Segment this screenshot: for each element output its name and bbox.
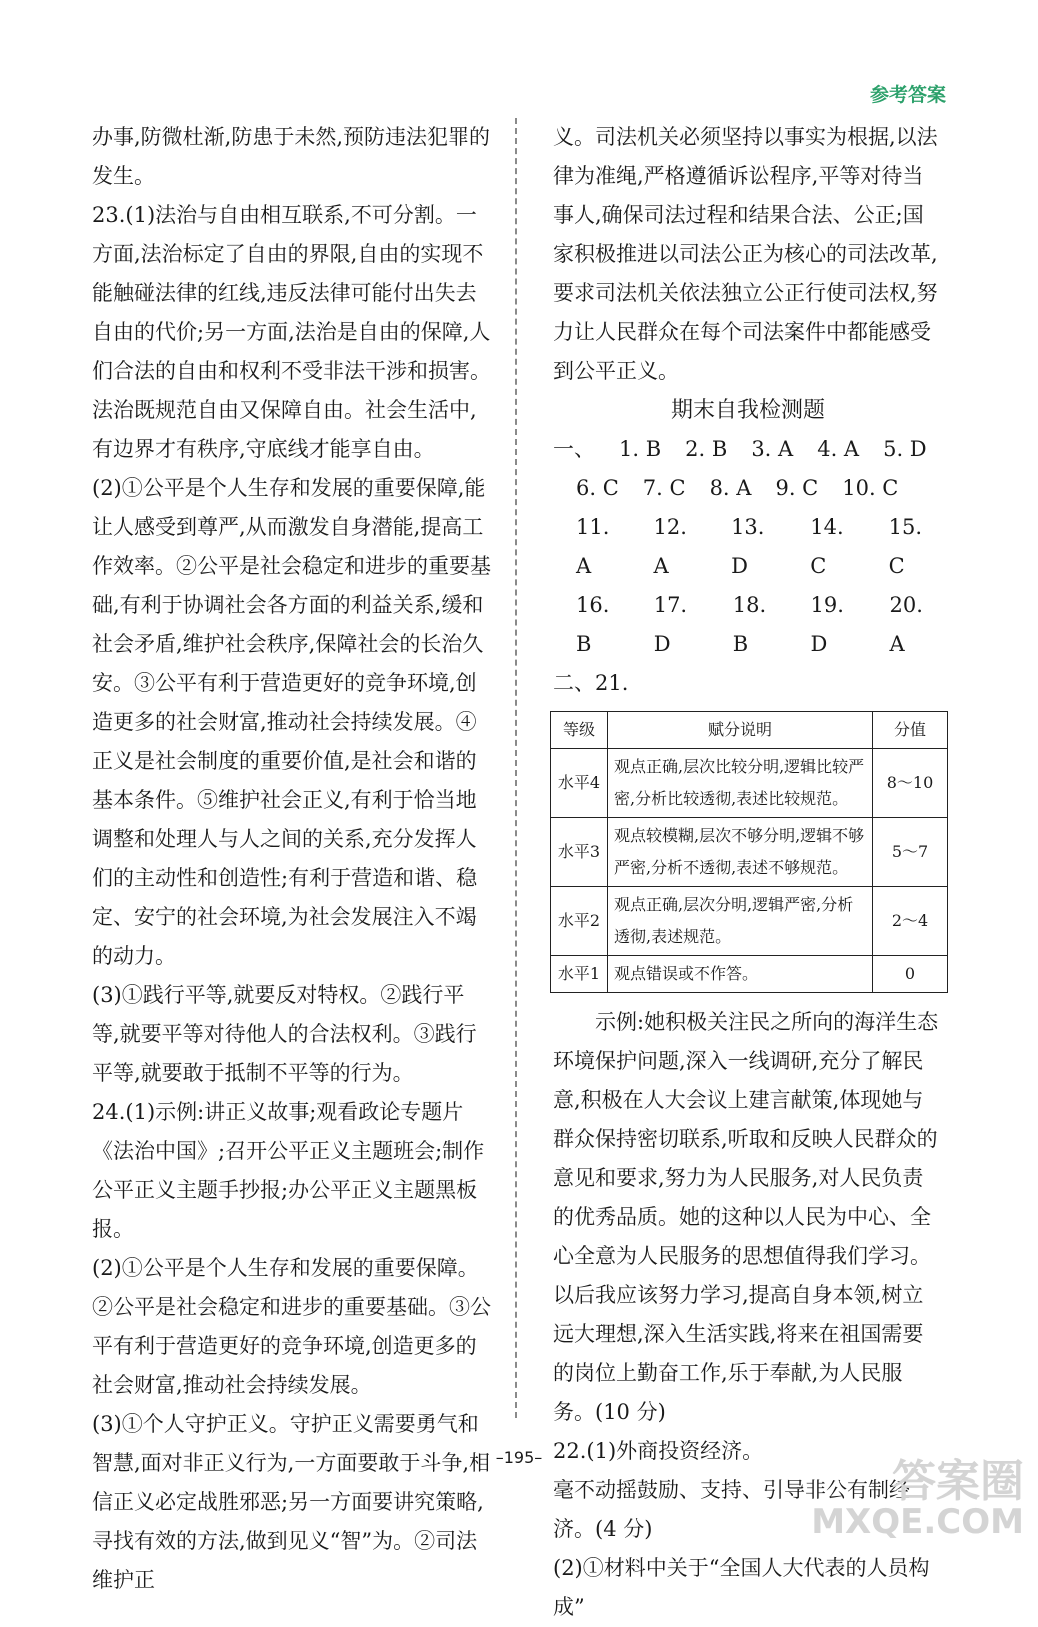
mc-answer: 1. B	[619, 437, 662, 461]
level-cell: 水平3	[551, 818, 608, 887]
mc-answer: 6. C	[576, 476, 619, 500]
table-row	[551, 818, 948, 887]
score-cell: 5～7	[873, 818, 948, 887]
description-cell: 观点错误或不作答。	[608, 956, 873, 993]
mc-answer: 12. A	[653, 515, 687, 578]
left-column	[92, 118, 492, 1600]
watermark-text: 答案圈	[892, 1456, 1024, 1507]
score-cell: 8～10	[873, 749, 948, 818]
table-row	[551, 956, 948, 993]
column-divider	[515, 118, 517, 1418]
description-cell: 观点较模糊,层次不够分明,逻辑不够严密,分析不透彻,表述不够规范。	[608, 818, 873, 887]
description-cell: 观点正确,层次比较分明,逻辑比较严密,分析比较透彻,表述比较规范。	[608, 749, 873, 818]
paragraph: 示例:她积极关注民之所向的海洋生态环境保护问题,深入一线调研,充分了解民意,积极在人大会议上建言献策,体现她与群众保持密切联系,听取和反映人民群众的意见和要求,努力为人民服务,对人民负责的优秀品质。她的这种以人民为中心、全心全意为人民服务的思想值得我们学习。以后我应该努力学习,提高自身本领,树立远大理想,深入生活实践,将来在祖国需要的岗位上勤奋工作,乐于奉献,为人民服务。(10 分)	[553, 1010, 939, 1424]
column-header: 赋分说明	[608, 712, 873, 749]
mc-answer: 18. B	[732, 593, 767, 656]
paragraph: (3)①践行平等,就要反对特权。②践行平等,就要平等对待他人的合法权利。③践行平等,就要敢于抵制不平等的行为。	[92, 983, 477, 1085]
mc-answer: 13. D	[731, 515, 765, 578]
mc-answer: 3. A	[751, 437, 794, 461]
table-row	[551, 749, 948, 818]
mc-answer: 9. C	[775, 476, 819, 500]
mc-answer: 20. A	[889, 593, 923, 656]
paragraph: (2)①材料中关于“全国人大代表的人员构成”	[553, 1556, 930, 1619]
mc-answer: 14. C	[810, 515, 844, 578]
paragraph: 毫不动摇鼓励、支持、引导非公有制经济。(4 分)	[553, 1478, 910, 1541]
table-row	[551, 887, 948, 956]
mc-answer: 10. C	[842, 476, 899, 500]
paragraph: (3)①个人守护正义。守护正义需要勇气和智慧,面对非正义行为,一方面要敢于斗争,相信正义必定战胜邪恶;另一方面要讲究策略,寻找有效的方法,做到见义“智”为。②司法维护正	[92, 1412, 491, 1592]
level-cell: 水平1	[551, 956, 608, 993]
level-cell: 水平2	[551, 887, 608, 956]
mc-row	[553, 586, 943, 664]
paragraph: (2)①公平是个人生存和发展的重要保障。②公平是社会稳定和进步的重要基础。③公平有利于营造更好的竞争环境,创造更多的社会财富,推动社会持续发展。	[92, 1256, 491, 1397]
watermark-logo	[811, 1456, 1024, 1542]
header-tag: 参考答案	[869, 84, 946, 106]
right-column	[553, 118, 943, 1627]
mc-row	[553, 430, 943, 469]
paragraph: 24.(1)示例:讲正义故事;观看政论专题片《法治中国》;召开公平正义主题班会;制作公平正义主题手抄报;办公平正义主题黑板报。	[92, 1100, 485, 1241]
mc-answer: 5. D	[883, 437, 927, 461]
mc-answer: 7. C	[642, 476, 686, 500]
mc-answer: 4. A	[817, 437, 860, 461]
mc-answer: 2. B	[685, 437, 728, 461]
level-cell: 水平4	[551, 749, 608, 818]
column-header: 等级	[551, 712, 608, 749]
mc-answer: 11. A	[576, 515, 610, 578]
mc-row	[553, 469, 943, 508]
paragraph: 23.(1)法治与自由相互联系,不可分割。一方面,法治标定了自由的界限,自由的实现不能触碰法律的红线,违反法律可能付出失去自由的代价;另一方面,法治是自由的保障,人们合法的自由和权利不受非法干涉和损害。法治既规范自由又保障自由。社会生活中,有边界才有秩序,守底线才能享自由。	[92, 203, 491, 461]
mc-answer: 8. A	[709, 476, 752, 500]
mc-answer: 19. D	[810, 593, 844, 656]
mc-row	[553, 508, 943, 586]
paragraph: 义。司法机关必须坚持以事实为根据,以法律为准绳,严格遵循诉讼程序,平等对待当事人,确保司法过程和结果合法、公正;国家积极推进以司法公正为核心的司法改革,要求司法机关依法独立公正行使司法权,努力让人民群众在每个司法案件中都能感受到公平正义。	[553, 125, 938, 383]
watermark-url: MXQE.COM	[811, 1502, 1024, 1542]
mc-prefix: 一、	[553, 437, 595, 461]
score-cell: 2～4	[873, 887, 948, 956]
question-label: 二、21.	[553, 671, 629, 695]
paragraph: 22.(1)外商投资经济。	[553, 1439, 764, 1463]
page-number: –195–	[495, 1448, 543, 1467]
description-cell: 观点正确,层次分明,逻辑严密,分析透彻,表述规范。	[608, 887, 873, 956]
column-header: 分值	[873, 712, 948, 749]
table-header-row	[551, 712, 948, 749]
mc-answer: 16. B	[576, 593, 610, 656]
section-title: 期末自我检测题	[670, 398, 825, 423]
paragraph: 办事,防微杜渐,防患于未然,预防违法犯罪的发生。	[92, 125, 491, 188]
rubric-table	[550, 711, 948, 993]
mc-answer: 17. D	[653, 593, 688, 656]
paragraph: (2)①公平是个人生存和发展的重要保障,能让人感受到尊严,从而激发自身潜能,提高工作效率。②公平是社会稳定和进步的重要基础,有利于协调社会各方面的利益关系,缓和社会矛盾,维护社会秩序,保障社会的长治久安。③公平有利于营造更好的竞争环境,创造更多的社会财富,推动社会持续发展。④正义是社会制度的重要价值,是社会和谐的基本条件。⑤维护社会正义,有利于恰当地调整和处理人与人之间的关系,充分发挥人们的主动性和创造性;有利于营造和谐、稳定、安宁的社会环境,为社会发展注入不竭的动力。	[92, 476, 491, 968]
score-cell: 0	[873, 956, 948, 993]
mc-answer: 15. C	[888, 515, 923, 578]
